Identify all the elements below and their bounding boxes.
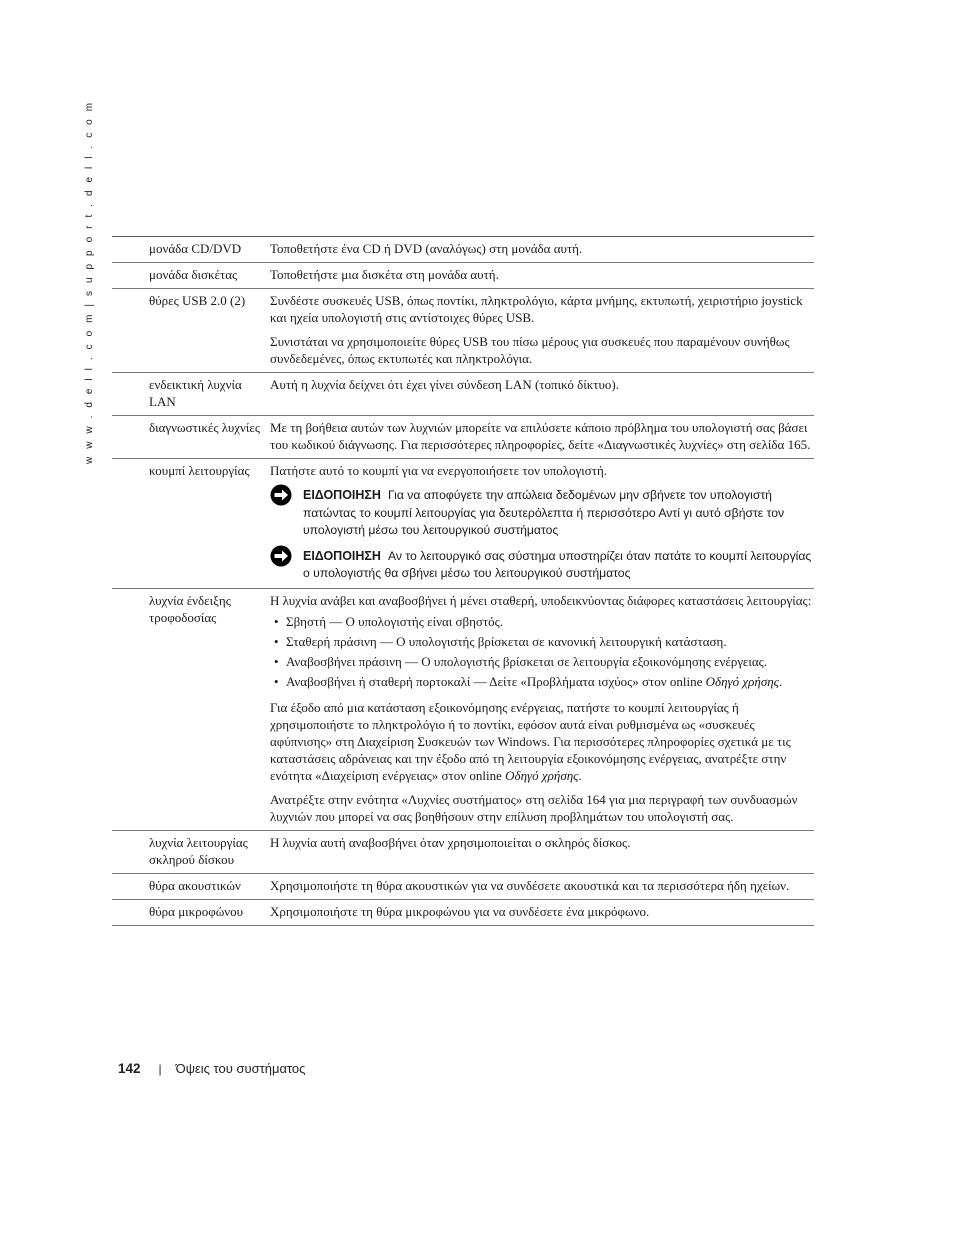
paragraph-text: Για έξοδο από μια κατάσταση εξοικονόμησης ενέργειας, πατήστε το κουμπί λειτουργίας ή χρησιμοποιήστε το πληκτρολόγιο ή το ποντίκι, εφόσον αυτά είναι ρυθμισμένα ως «συσκευές αφύπνισης» στη Διαχείριση Συσκευών των Windows. Για περισσότερες πληροφορίες σχετικά με τις καταστάσεις αδράνειας και την έξοδο από τη λειτουργία εξοικονόμησης ενέργειας, ανατρέξτε στην ενότητα «Διαχείριση ενέργειας» στον online	[270, 699, 791, 783]
list-item-end: .	[778, 673, 783, 689]
table-row	[112, 589, 814, 831]
row-label: θύρες USB 2.0 (2)	[149, 293, 246, 308]
row-description	[270, 877, 814, 894]
user-guide-title: Οδηγό χρήσης	[705, 673, 779, 689]
row-description	[270, 462, 814, 583]
paragraph-end: .	[578, 767, 582, 783]
row-description	[270, 240, 814, 257]
row-description	[270, 592, 814, 825]
description-text: Ανατρέξτε στην ενότητα «Λυχνίες συστήματος» στη σελίδα 164 για μια περιγραφή των συνδυασμών λυχνιών που μπορεί να σας βοηθήσουν στην επίλυση προβλημάτων του υπολογιστή σας.	[270, 791, 798, 824]
notice-arrow-icon	[270, 545, 292, 567]
section-title: Όψεις του συστήματος	[175, 1061, 306, 1076]
notice-text: Αν το λειτουργικό σας σύστημα υποστηρίζει όταν πατάτε το κουμπί λειτουργίας ο υπολογιστής θα σβήνει μέσω του λειτουργικού συστήματος	[303, 548, 812, 580]
table-row	[112, 289, 814, 373]
description-text: Χρησιμοποιήστε τη θύρα ακουστικών για να συνδέσετε ακουστικά και τα περισσότερα ήδη ηχείων.	[270, 877, 790, 893]
row-description	[270, 903, 814, 920]
description-text: Συνδέστε συσκευές USB, όπως ποντίκι, πληκτρολόγιο, κάρτα μνήμης, εκτυπωτή, χειριστήριο joystick και ηχεία υπολογιστή στις αντίστοιχες θύρες USB.	[270, 293, 803, 325]
notice-arrow-icon	[270, 484, 292, 506]
description-text: Πατήστε αυτό το κουμπί για να ενεργοποιήσετε τον υπολογιστή.	[270, 463, 608, 478]
notice-content	[303, 548, 812, 583]
row-description	[270, 292, 814, 367]
description-text: Συνιστάται να χρησιμοποιείτε θύρες USB του πίσω μέρους για συσκευές που παραμένουν συνήθως συνδεδεμένες, όπως εκτυπωτές και πληκτρολόγια.	[270, 334, 790, 366]
notice-title: ΕΙΔΟΠΟΙΗΣΗ	[303, 548, 381, 563]
row-description	[270, 266, 814, 283]
description-text: Τοποθετήστε ένα CD ή DVD (αναλόγως) στη μονάδα αυτή.	[270, 241, 583, 256]
page-number: 142	[118, 1061, 141, 1076]
component-table	[112, 236, 814, 926]
row-label: κουμπί λειτουργίας	[149, 463, 250, 478]
notice-box	[270, 487, 812, 540]
row-description	[270, 834, 814, 868]
footer-separator: |	[158, 1061, 162, 1076]
list-item-text: Αναβοσβήνει ή σταθερή πορτοκαλί — Δείτε «Προβλήματα ισχύος» στον online	[286, 673, 706, 689]
row-label: θύρα ακουστικών	[149, 877, 241, 893]
table-row	[112, 373, 814, 416]
description-text: Η λυχνία αυτή αναβοσβήνει όταν χρησιμοποιείται ο σκληρός δίσκος.	[270, 834, 631, 850]
description-text: Με τη βοήθεια αυτών των λυχνιών μπορείτε να επιλύσετε κάποιο πρόβλημα του υπολογιστή σας βάσει του κωδικού διάγνωσης. Για περισσότερες πληροφορίες, δείτε «Διαγνωστικές λυχνίες» στη σελίδα 165.	[270, 420, 811, 452]
row-label: λυχνία λειτουργίας σκληρού δίσκου	[149, 834, 248, 867]
notice-title: ΕΙΔΟΠΟΙΗΣΗ	[303, 488, 381, 502]
row-label: θύρα μικροφώνου	[149, 903, 244, 919]
description-text: Τοποθετήστε μια δισκέτα στη μονάδα αυτή.	[270, 267, 499, 282]
list-item: • Σταθερή πράσινη — Ο υπολογιστής βρίσκεται σε κανονική λειτουργική κατάσταση.	[270, 633, 812, 650]
table-row	[112, 459, 814, 589]
website-url-sidebar: w w w . d e l l . c o m | s u p p o r t . d e l l . c o m	[84, 100, 95, 464]
row-description	[270, 376, 814, 410]
list-item	[270, 673, 812, 690]
row-label: μονάδα CD/DVD	[149, 241, 242, 256]
list-item: • Αναβοσβήνει πράσινη — Ο υπολογιστής βρίσκεται σε λειτουργία εξοικονόμησης ενέργειας.	[270, 653, 812, 670]
description-text: Αυτή η λυχνία δείχνει ότι έχει γίνει σύνδεση LAN (τοπικό δίκτυο).	[270, 377, 620, 392]
table-row	[112, 263, 814, 289]
table-row	[112, 237, 814, 263]
notice-box	[270, 548, 812, 583]
table-row	[112, 416, 814, 459]
row-label: μονάδα δισκέτας	[149, 267, 238, 282]
description-text	[270, 699, 812, 784]
row-label: ενδεικτική λυχνία LAN	[149, 377, 242, 409]
description-text: Χρησιμοποιήστε τη θύρα μικροφώνου για να συνδέσετε ένα μικρόφωνο.	[270, 903, 650, 919]
notice-text: Για να αποφύγετε την απώλεια δεδομένων μην σβήνετε τον υπολογιστή πατώντας το κουμπί λειτουργίας για δευτερόλεπτα ή περισσότερο Αντί γι αυτό σβήστε τον υπολογιστή μέσω του λειτουργικού συστήματος	[303, 488, 785, 537]
bullet-list	[270, 613, 812, 690]
row-label: διαγνωστικές λυχνίες	[149, 420, 261, 435]
notice-content	[303, 487, 812, 540]
row-description	[270, 419, 814, 453]
user-guide-title: Οδηγό χρήσης	[505, 767, 579, 783]
table-row	[112, 831, 814, 874]
page-footer	[118, 1061, 305, 1076]
description-text: Η λυχνία ανάβει και αναβοσβήνει ή μένει σταθερή, υποδεικνύοντας διάφορες καταστάσεις λειτουργίας:	[270, 592, 812, 608]
list-item: • Σβηστή — Ο υπολογιστής είναι σβηστός.	[270, 613, 812, 630]
bullet-list-wrapper	[270, 613, 812, 690]
table-row	[112, 874, 814, 900]
table-row	[112, 900, 814, 926]
row-label: λυχνία ένδειξης τροφοδοσίας	[149, 592, 231, 625]
